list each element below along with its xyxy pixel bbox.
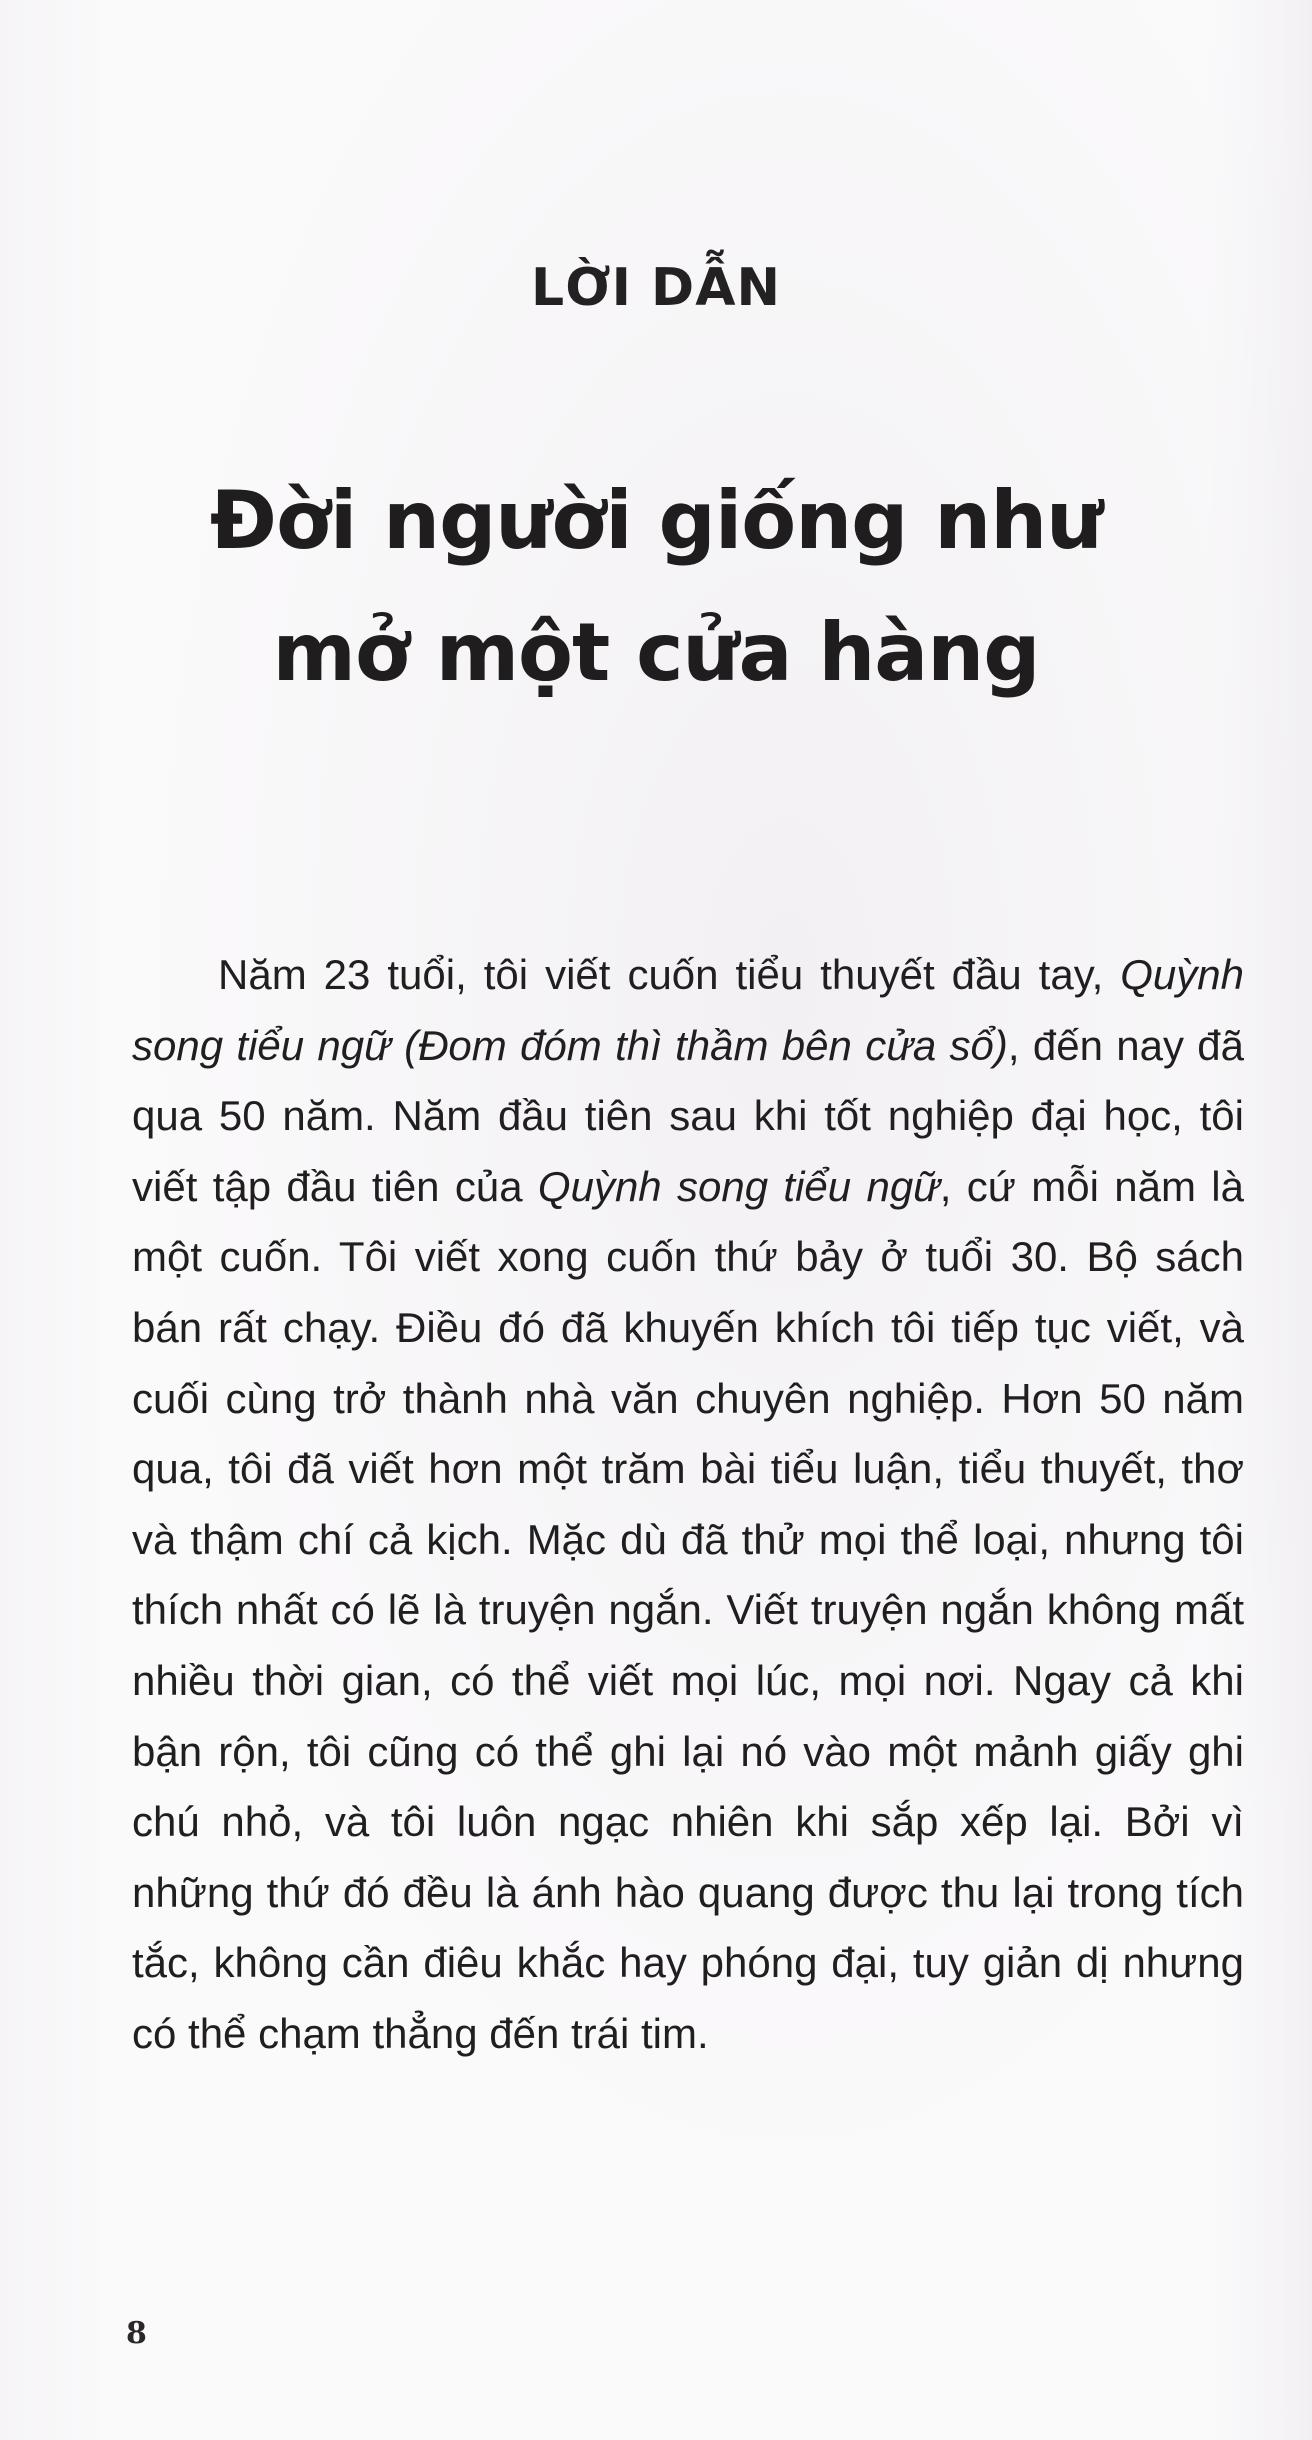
section-label: LỜI DẪN — [531, 258, 781, 318]
body-text-part-3: , cứ mỗi năm là một cuốn. Tôi viết xong cuốn thứ bảy ở tuổi 30. Bộ sách bán rất chạy. Điều đó đã khuyến khích tôi tiếp tục viết, và cuối cùng trở thành nhà văn chuyên nghiệp. Hơn 50 năm qua, tôi đã viết hơn một trăm bài tiểu luận, tiểu thuyết, thơ và thậm chí cả kịch. Mặc dù đã thử mọi thể loại, nhưng tôi thích nhất có lẽ là truyện ngắn. Viết truyện ngắn không mất nhiều thời gian, có thể viết mọi lúc, mọi nơi. Ngay cả khi bận rộn, tôi cũng có thể ghi lại nó vào một mảnh giấy ghi chú nhỏ, và tôi luôn ngạc nhiên khi sắp xếp lại. Bởi vì những thứ đó đều là ánh hào quang được thu lại trong tích tắc, không cần điêu khắc hay phóng đại, tuy giản dị nhưng có thể chạm thẳng đến trái tim. — [132, 1162, 1244, 2057]
body-text-part-1: Năm 23 tuổi, tôi viết cuốn tiểu thuyết đầu tay, — [218, 951, 1121, 998]
book-title-italic-short: Quỳnh song tiểu ngữ — [537, 1162, 940, 1210]
chapter-title-line-2: mở một cửa hàng — [272, 606, 1040, 699]
body-paragraph — [132, 940, 1244, 2070]
chapter-title — [0, 455, 1312, 719]
page-number: 8 — [126, 2316, 147, 2351]
book-title-italic: Quỳnh song tiểu ngữ (Đom đóm thì thầm bên cửa sổ) — [132, 951, 1244, 1069]
body-text-part-2: , đến nay đã qua 50 năm. Năm đầu tiên sau khi tốt nghiệp đại học, tôi viết tập đầu tiên của — [132, 1021, 1245, 1210]
chapter-title-line-1: Đời người giống như — [209, 474, 1103, 567]
